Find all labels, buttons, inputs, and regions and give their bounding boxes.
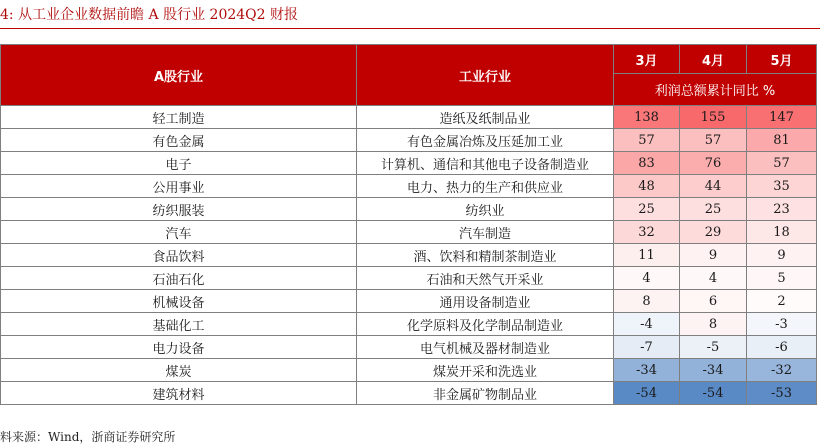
value-may: 18 [747,221,817,244]
table-row [1,129,817,152]
header-month-mar: 3月 [614,45,680,74]
value-may: -32 [747,359,817,382]
value-may: -3 [747,313,817,336]
header-month-may: 5月 [747,45,817,74]
industrial-sector: 通用设备制造业 [357,290,614,313]
industrial-sector: 纺织业 [357,198,614,221]
a-share-sector: 有色金属 [1,129,357,152]
value-may: -6 [747,336,817,359]
value-apr: 29 [680,221,747,244]
value-mar: 4 [614,267,680,290]
header-metric: 利润总额累计同比 % [614,74,817,106]
industrial-sector: 石油和天然气开采业 [357,267,614,290]
table-row [1,244,817,267]
value-may: -53 [747,382,817,405]
value-apr: 25 [680,198,747,221]
table-caption: 4: 从工业企业数据前瞻 A 股行业 2024Q2 财报 [0,7,298,23]
value-apr: -5 [680,336,747,359]
value-apr: 6 [680,290,747,313]
industrial-sector: 煤炭开采和洗选业 [357,359,614,382]
source-note: 料来源：Wind，浙商证券研究所 [0,430,176,444]
a-share-sector: 食品饮料 [1,244,357,267]
value-may: 147 [747,106,817,129]
table-row [1,267,817,290]
header-a-share: A股行业 [1,45,357,106]
table-row [1,313,817,336]
a-share-sector: 轻工制造 [1,106,357,129]
industrial-sector: 计算机、通信和其他电子设备制造业 [357,152,614,175]
a-share-sector: 汽车 [1,221,357,244]
industrial-sector: 酒、饮料和精制茶制造业 [357,244,614,267]
industrial-sector: 电力、热力的生产和供应业 [357,175,614,198]
value-mar: 48 [614,175,680,198]
table-row [1,198,817,221]
value-mar: 25 [614,198,680,221]
value-may: 57 [747,152,817,175]
table-body [1,106,817,405]
value-mar: 8 [614,290,680,313]
value-apr: 9 [680,244,747,267]
value-apr: -34 [680,359,747,382]
value-apr: 155 [680,106,747,129]
value-mar: -54 [614,382,680,405]
value-mar: -7 [614,336,680,359]
value-apr: 4 [680,267,747,290]
value-mar: 83 [614,152,680,175]
value-may: 23 [747,198,817,221]
value-apr: 8 [680,313,747,336]
table-row [1,336,817,359]
value-may: 9 [747,244,817,267]
a-share-sector: 机械设备 [1,290,357,313]
value-mar: -34 [614,359,680,382]
value-apr: -54 [680,382,747,405]
value-may: 5 [747,267,817,290]
value-apr: 57 [680,129,747,152]
industrial-sector: 非金属矿物制品业 [357,382,614,405]
a-share-sector: 基础化工 [1,313,357,336]
table-row [1,106,817,129]
a-share-sector: 煤炭 [1,359,357,382]
header-industry: 工业行业 [357,45,614,106]
industrial-sector: 有色金属冶炼及压延加工业 [357,129,614,152]
value-mar: 32 [614,221,680,244]
a-share-sector: 纺织服装 [1,198,357,221]
a-share-sector: 电子 [1,152,357,175]
table-row [1,359,817,382]
industrial-sector: 造纸及纸制品业 [357,106,614,129]
value-mar: 11 [614,244,680,267]
table-row [1,382,817,405]
industrial-sector: 汽车制造 [357,221,614,244]
industrial-sector: 化学原料及化学制品制造业 [357,313,614,336]
value-mar: 138 [614,106,680,129]
table-row [1,221,817,244]
a-share-sector: 公用事业 [1,175,357,198]
value-apr: 76 [680,152,747,175]
caption-divider [0,28,820,29]
table-row [1,152,817,175]
profit-growth-table [0,44,817,405]
value-may: 81 [747,129,817,152]
value-apr: 44 [680,175,747,198]
industrial-sector: 电气机械及器材制造业 [357,336,614,359]
table-row [1,290,817,313]
a-share-sector: 建筑材料 [1,382,357,405]
value-may: 35 [747,175,817,198]
value-mar: 57 [614,129,680,152]
value-mar: -4 [614,313,680,336]
a-share-sector: 电力设备 [1,336,357,359]
a-share-sector: 石油石化 [1,267,357,290]
header-month-apr: 4月 [680,45,747,74]
value-may: 2 [747,290,817,313]
table-row [1,175,817,198]
